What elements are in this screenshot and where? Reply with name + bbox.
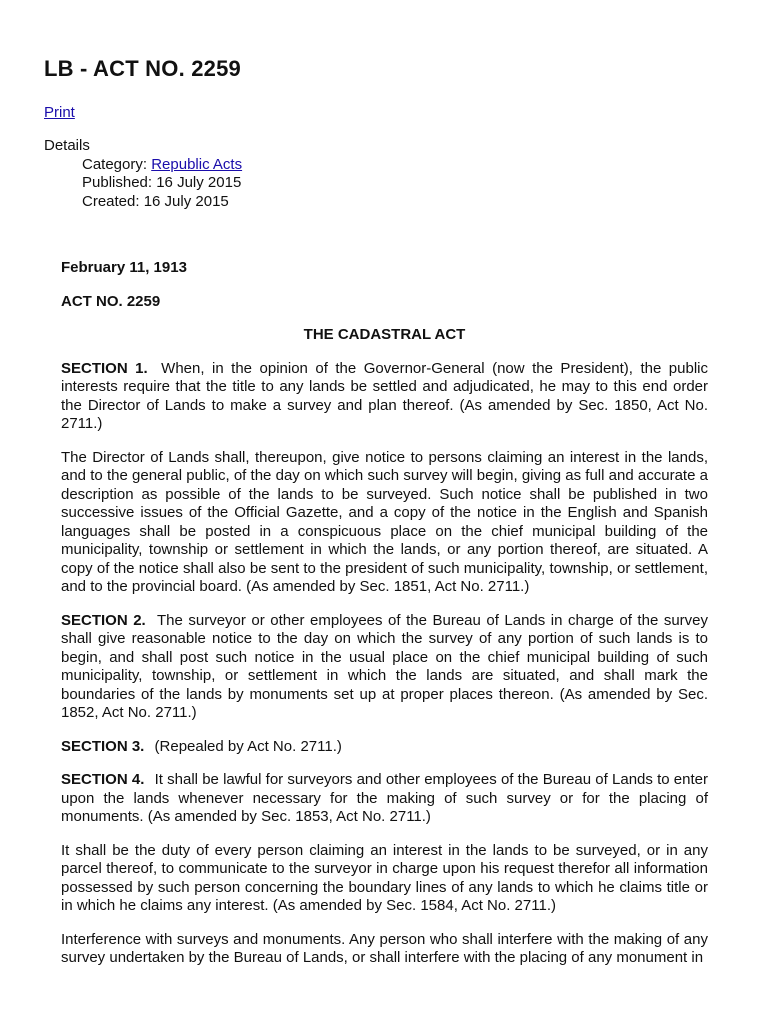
created-date: Created: 16 July 2015 <box>82 192 229 210</box>
section-3-label: SECTION 3. <box>61 737 145 755</box>
print-link[interactable]: Print <box>44 104 75 121</box>
act-heading: THE CADASTRAL ACT <box>303 326 466 343</box>
details-label: Details <box>44 137 90 154</box>
published-date: Published: 16 July 2015 <box>82 174 242 191</box>
section-4-label: SECTION 4. <box>61 771 145 788</box>
category-link[interactable] <box>151 156 242 173</box>
category-value: Republic Acts <box>151 155 243 173</box>
section-4-paragraph-2: Interference with surveys and monuments. Any person who shall interfere with the making of any survey undertaken by the Bureau of Lands, or shall interfere with the placing of any monument in <box>61 930 708 966</box>
section-4 <box>61 771 708 827</box>
section-2-text: The surveyor or other employees of the Bureau of Lands in charge of the survey shall give reasonable notice to the day on which the survey of any portion of such lands is to begin, and shall post such notice in the usual place on the chief municipal building of such municipality, township, or settlement in which the lands are situated, and shall mark the boundaries of the lands by monuments set up at proper places thereon. (As amended by Sec. 1852, Act No. 2711.) <box>61 611 708 721</box>
category-row <box>82 156 242 175</box>
act-number: ACT NO. 2259 <box>61 292 161 310</box>
section-3 <box>61 738 708 757</box>
section-3-text: (Repealed by Act No. 2711.) <box>154 737 342 755</box>
section-2 <box>61 612 708 723</box>
details-block <box>44 137 242 211</box>
page-title: LB - ACT NO. 2259 <box>44 56 241 81</box>
article-body <box>61 259 708 983</box>
section-1 <box>61 360 708 434</box>
category-label: Category: <box>82 155 152 173</box>
section-4-text: It shall be lawful for surveyors and other employees of the Bureau of Lands to enter upon the lands whenever necessary for the making of such survey or for the placing of monuments. (As amended by Sec. 1853, Act No. 2711.) <box>61 771 708 825</box>
section-4-paragraph-1: It shall be the duty of every person claiming an interest in the lands to be surveyed, or in any parcel thereof, to communicate to the surveyor in charge upon his request therefor all information possessed by such person concerning the boundary lines of any lands to which he claims title or in which he claims any interest. (As amended by Sec. 1584, Act No. 2711.) <box>61 841 708 914</box>
section-1-text: When, in the opinion of the Governor-General (now the President), the public interests require that the title to any lands be settled and adjudicated, he may to this end order the Director of Lands to make a survey and plan thereof. (As amended by Sec. 1850, Act No. 2711.) <box>61 359 708 432</box>
section-2-label: SECTION 2. <box>61 611 146 629</box>
section-1-paragraph: The Director of Lands shall, thereupon, give notice to persons claiming an interest in the lands, and to the general public, of the day on which such survey will begin, giving as full and accurate a description as possible of the lands to be surveyed. Such notice shall be published in two successive issues of the Official Gazette, and a copy of the notice in the English and Spanish languages shall be posted in a conspicuous place on the chief municipal building of the municipality, township or settlement in which the lands, or any portion thereof, are situated. A copy of the notice shall also be sent to the president of such municipality, township, or settlement, and to the provincial board. (As amended by Sec. 1851, Act No. 2711.) <box>61 448 708 595</box>
act-date: February 11, 1913 <box>61 259 187 276</box>
section-1-label: SECTION 1. <box>61 359 148 377</box>
